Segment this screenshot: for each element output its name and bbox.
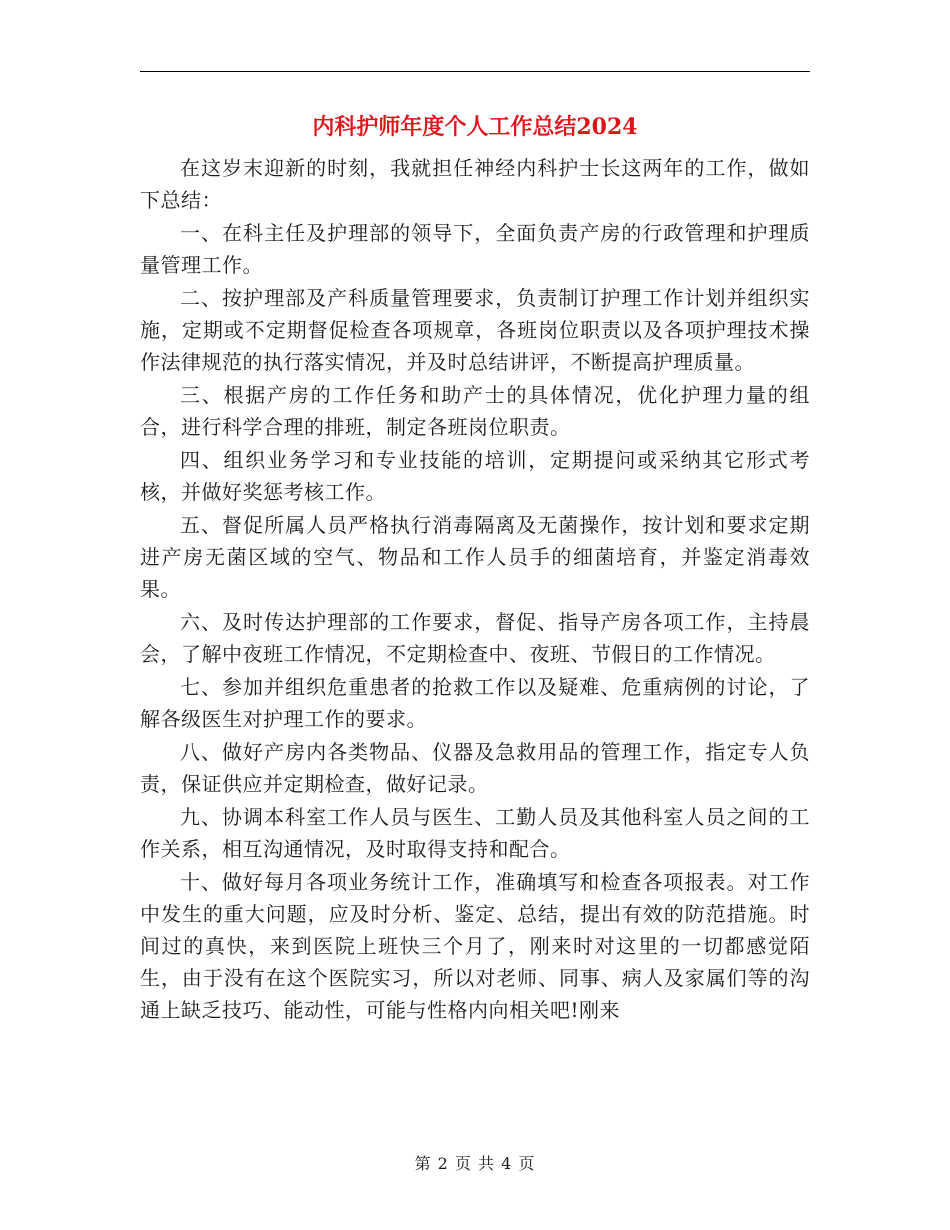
paragraph-item-10: 十、做好每月各项业务统计工作，准确填写和检查各项报表。对工作中发生的重大问题，应及时分析、鉴定、总结，提出有效的防范措施。时间过的真快，来到医院上班快三个月了，刚来时对这里的一切都感觉陌生，由于没有在这个医院实习，所以对老师、同事、病人及家属们等的沟通上缺乏技巧、能动性，可能与性格内向相关吧!刚来 bbox=[140, 870, 810, 1022]
paragraph-item-6: 六、及时传达护理部的工作要求，督促、指导产房各项工作，主持晨会，了解中夜班工作情况，不定期检查中、夜班、节假日的工作情况。 bbox=[140, 610, 810, 666]
paragraph-item-8: 八、做好产房内各类物品、仪器及急救用品的管理工作，指定专人负责，保证供应并定期检查，做好记录。 bbox=[140, 740, 810, 796]
paragraph-item-9: 九、协调本科室工作人员与医生、工勤人员及其他科室人员之间的工作关系，相互沟通情况，及时取得支持和配合。 bbox=[140, 805, 810, 861]
page-number: 第 2 页 共 4 页 bbox=[414, 1154, 536, 1173]
paragraph-item-3: 三、根据产房的工作任务和助产士的具体情况，优化护理力量的组合，进行科学合理的排班，制定各班岗位职责。 bbox=[140, 383, 810, 439]
paragraph-item-1: 一、在科主任及护理部的领导下，全面负责产房的行政管理和护理质量管理工作。 bbox=[140, 221, 810, 277]
paragraph-item-5: 五、督促所属人员严格执行消毒隔离及无菌操作，按计划和要求定期进产房无菌区域的空气、物品和工作人员手的细菌培育，并鉴定消毒效果。 bbox=[140, 513, 810, 601]
document-title: 内科护师年度个人工作总结2024 bbox=[312, 114, 638, 140]
paragraph-item-2: 二、按护理部及产科质量管理要求，负责制订护理工作计划并组织实施，定期或不定期督促检查各项规章，各班岗位职责以及各项护理技术操作法律规范的执行落实情况，并及时总结讲评，不断提高护理质量。 bbox=[140, 286, 810, 374]
header-rule bbox=[140, 71, 810, 72]
paragraph-item-7: 七、参加并组织危重患者的抢救工作以及疑难、危重病例的讨论，了解各级医生对护理工作的要求。 bbox=[140, 675, 810, 731]
document-body bbox=[140, 152, 810, 1027]
paragraph-intro: 在这岁末迎新的时刻，我就担任神经内科护士长这两年的工作，做如下总结： bbox=[140, 156, 810, 212]
paragraph-item-4: 四、组织业务学习和专业技能的培训，定期提问或采纳其它形式考核，并做好奖惩考核工作。 bbox=[140, 448, 810, 504]
